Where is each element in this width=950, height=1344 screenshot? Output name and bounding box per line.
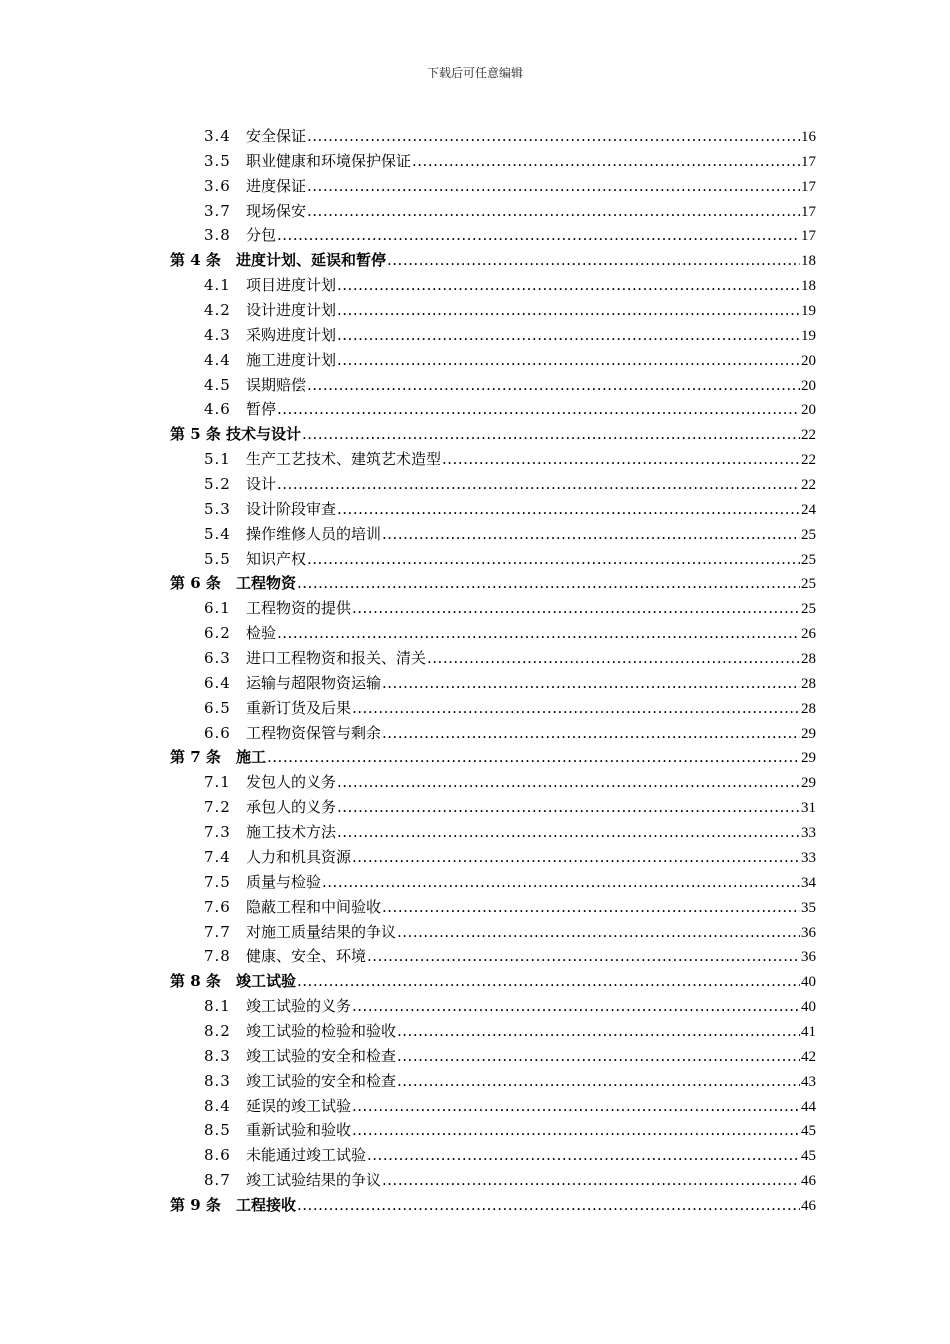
dot-leader — [382, 522, 800, 547]
toc-chapter-entry[interactable] — [170, 248, 816, 273]
toc-entry-page-number: 25 — [801, 601, 816, 618]
toc-entry-number: 7.7 — [204, 922, 231, 941]
toc-entry-page-number: 25 — [801, 576, 816, 593]
toc-entry-page-number: 44 — [801, 1098, 816, 1115]
toc-entry-number: 4.1 — [204, 276, 231, 295]
toc-entry-title: 现场保安 — [246, 201, 307, 220]
toc-entry-number: 5.1 — [204, 450, 231, 469]
toc-entry-title: 竣工试验 — [236, 972, 297, 991]
dot-leader — [352, 596, 800, 621]
toc-section-entry[interactable] — [170, 944, 816, 969]
toc-entry-page-number: 20 — [801, 402, 816, 419]
toc-section-entry[interactable] — [170, 795, 816, 820]
dot-leader — [367, 944, 800, 969]
dot-leader — [322, 870, 800, 895]
toc-section-entry[interactable] — [170, 895, 816, 920]
toc-entry-number: 4.6 — [204, 400, 231, 419]
toc-entry-title: 设计进度计划 — [246, 301, 337, 320]
dot-leader — [307, 547, 800, 572]
dot-leader — [337, 497, 800, 522]
toc-entry-title: 质量与检验 — [246, 872, 322, 891]
toc-section-entry[interactable] — [170, 522, 816, 547]
toc-entry-title: 施工 — [236, 748, 267, 767]
toc-entry-number: 第 5 条 — [170, 425, 221, 444]
toc-entry-number: 第 6 条 — [170, 574, 221, 593]
toc-entry-title: 人力和机具资源 — [246, 847, 352, 866]
toc-entry-title: 操作维修人员的培训 — [246, 524, 382, 543]
toc-entry-title: 误期赔偿 — [246, 375, 307, 394]
toc-entry-number: 5.4 — [204, 524, 231, 543]
dot-leader — [337, 795, 800, 820]
toc-section-entry[interactable] — [170, 1019, 816, 1044]
toc-entry-page-number: 26 — [801, 626, 816, 643]
toc-entry-number: 8.4 — [204, 1096, 231, 1115]
toc-entry-number: 4.2 — [204, 301, 231, 320]
toc-section-entry[interactable] — [170, 696, 816, 721]
toc-entry-page-number: 28 — [801, 651, 816, 668]
toc-entry-page-number: 22 — [801, 477, 816, 494]
toc-entry-number: 4.5 — [204, 375, 231, 394]
toc-section-entry[interactable] — [170, 547, 816, 572]
toc-entry-page-number: 40 — [801, 974, 816, 991]
toc-entry-title: 发包人的义务 — [246, 773, 337, 792]
toc-section-entry[interactable] — [170, 1069, 816, 1094]
toc-entry-title: 对施工质量结果的争议 — [246, 922, 397, 941]
toc-entry-page-number: 46 — [801, 1197, 816, 1214]
toc-entry-number: 7.8 — [204, 947, 231, 966]
toc-entry-title: 采购进度计划 — [246, 325, 337, 344]
toc-entry-number: 4.3 — [204, 325, 231, 344]
toc-entry-title: 重新试验和验收 — [246, 1121, 352, 1140]
toc-entry-page-number: 28 — [801, 675, 816, 692]
toc-entry-number: 6.3 — [204, 649, 231, 668]
toc-entry-number: 7.6 — [204, 897, 231, 916]
dot-leader — [337, 298, 800, 323]
toc-entry-page-number: 29 — [801, 775, 816, 792]
dot-leader — [382, 671, 800, 696]
toc-chapter-entry[interactable] — [170, 422, 816, 447]
dot-leader — [277, 397, 800, 422]
page-header: 下载后可任意编辑 — [426, 66, 523, 80]
toc-entry-number: 5.2 — [204, 475, 231, 494]
toc-entry-title: 职业健康和环境保护保证 — [246, 151, 412, 170]
toc-entry-title: 竣工试验的检验和验收 — [246, 1021, 397, 1040]
toc-section-entry[interactable] — [170, 721, 816, 746]
toc-entry-page-number: 18 — [801, 253, 816, 270]
dot-leader — [382, 1168, 800, 1193]
toc-section-entry[interactable] — [170, 273, 816, 298]
dot-leader — [397, 1069, 800, 1094]
toc-entry-title: 工程物资 — [236, 574, 297, 593]
toc-section-entry[interactable] — [170, 920, 816, 945]
toc-entry-title: 施工技术方法 — [246, 823, 337, 842]
toc-entry-number: 6.2 — [204, 624, 231, 643]
toc-entry-page-number: 17 — [801, 153, 816, 170]
toc-entry-title: 竣工试验的安全和检查 — [246, 1046, 397, 1065]
toc-entry-number: 第 7 条 — [170, 748, 221, 767]
table-of-contents — [170, 124, 816, 1218]
dot-leader — [307, 199, 800, 224]
dot-leader — [277, 621, 800, 646]
toc-section-entry[interactable] — [170, 1168, 816, 1193]
toc-chapter-entry[interactable] — [170, 571, 816, 596]
toc-entry-number: 6.1 — [204, 599, 231, 618]
toc-entry-number: 4.4 — [204, 350, 231, 369]
toc-entry-page-number: 19 — [801, 327, 816, 344]
dot-leader — [412, 149, 800, 174]
toc-entry-number: 3.7 — [204, 201, 231, 220]
toc-entry-number: 6.4 — [204, 673, 231, 692]
toc-entry-number: 7.4 — [204, 847, 231, 866]
toc-section-entry[interactable] — [170, 174, 816, 199]
toc-entry-title: 承包人的义务 — [246, 798, 337, 817]
dot-leader — [337, 770, 800, 795]
dot-leader — [397, 1044, 800, 1069]
toc-entry-page-number: 42 — [801, 1048, 816, 1065]
toc-entry-title: 设计 — [246, 475, 277, 494]
toc-entry-page-number: 20 — [801, 352, 816, 369]
toc-section-entry[interactable] — [170, 1143, 816, 1168]
toc-section-entry[interactable] — [170, 472, 816, 497]
toc-entry-number: 8.7 — [204, 1171, 231, 1190]
toc-entry-page-number: 35 — [801, 899, 816, 916]
toc-entry-title: 进度保证 — [246, 176, 307, 195]
dot-leader — [307, 174, 800, 199]
dot-leader — [297, 571, 800, 596]
toc-section-entry[interactable] — [170, 348, 816, 373]
toc-entry-title: 竣工试验结果的争议 — [246, 1171, 382, 1190]
toc-section-entry[interactable] — [170, 845, 816, 870]
toc-entry-page-number: 41 — [801, 1023, 816, 1040]
toc-entry-number: 8.5 — [204, 1121, 231, 1140]
toc-entry-page-number: 25 — [801, 551, 816, 568]
dot-leader — [367, 1143, 800, 1168]
toc-entry-title: 竣工试验的安全和检查 — [246, 1071, 397, 1090]
toc-entry-page-number: 19 — [801, 303, 816, 320]
dot-leader — [352, 845, 800, 870]
toc-entry-title: 工程物资的提供 — [246, 599, 352, 618]
toc-entry-page-number: 17 — [801, 203, 816, 220]
toc-entry-title: 延误的竣工试验 — [246, 1096, 352, 1115]
toc-entry-title: 知识产权 — [246, 549, 307, 568]
toc-section-entry[interactable] — [170, 820, 816, 845]
toc-entry-number: 3.4 — [204, 127, 231, 145]
toc-entry-page-number: 45 — [801, 1148, 816, 1165]
toc-section-entry[interactable] — [170, 870, 816, 895]
toc-entry-number: 第 8 条 — [170, 972, 221, 991]
toc-section-entry[interactable] — [170, 1118, 816, 1143]
dot-leader — [277, 472, 800, 497]
toc-section-entry[interactable] — [170, 149, 816, 174]
toc-entry-page-number: 33 — [801, 825, 816, 842]
toc-section-entry[interactable] — [170, 994, 816, 1019]
toc-entry-number: 5.3 — [204, 499, 231, 518]
dot-leader — [337, 273, 800, 298]
dot-leader — [277, 223, 800, 248]
toc-entry-number: 8.3 — [204, 1071, 231, 1090]
toc-entry-title: 进度计划、延误和暂停 — [236, 251, 387, 270]
toc-entry-page-number: 36 — [801, 924, 816, 941]
toc-entry-page-number: 22 — [801, 452, 816, 469]
toc-entry-page-number: 29 — [801, 725, 816, 742]
toc-chapter-entry[interactable] — [170, 745, 816, 770]
toc-entry-title: 竣工试验的义务 — [246, 997, 352, 1016]
toc-entry-page-number: 31 — [801, 800, 816, 817]
toc-entry-page-number: 16 — [801, 129, 816, 145]
toc-entry-title: 运输与超限物资运输 — [246, 673, 382, 692]
toc-entry-number: 7.1 — [204, 773, 231, 792]
toc-section-entry[interactable] — [170, 298, 816, 323]
dot-leader — [307, 124, 800, 149]
toc-entry-number: 3.6 — [204, 176, 231, 195]
dot-leader — [297, 1193, 800, 1218]
toc-entry-number: 8.1 — [204, 997, 231, 1016]
toc-section-entry[interactable] — [170, 223, 816, 248]
toc-entry-page-number: 45 — [801, 1123, 816, 1140]
toc-entry-page-number: 17 — [801, 178, 816, 195]
toc-section-entry[interactable] — [170, 373, 816, 398]
toc-entry-title: 安全保证 — [246, 127, 307, 145]
toc-entry-title: 暂停 — [246, 400, 277, 419]
toc-entry-title: 工程物资保管与剩余 — [246, 723, 382, 742]
dot-leader — [382, 895, 800, 920]
dot-leader — [297, 969, 800, 994]
toc-entry-page-number: 25 — [801, 526, 816, 543]
toc-entry-title: 施工进度计划 — [246, 350, 337, 369]
toc-section-entry[interactable] — [170, 1094, 816, 1119]
toc-entry-number: 6.5 — [204, 698, 231, 717]
dot-leader — [427, 646, 800, 671]
toc-section-entry[interactable] — [170, 447, 816, 472]
toc-entry-page-number: 22 — [801, 427, 816, 444]
dot-leader — [337, 348, 800, 373]
dot-leader — [307, 373, 800, 398]
toc-entry-page-number: 36 — [801, 949, 816, 966]
dot-leader — [352, 1094, 800, 1119]
toc-entry-page-number: 34 — [801, 874, 816, 891]
dot-leader — [387, 248, 800, 273]
toc-entry-page-number: 29 — [801, 750, 816, 767]
toc-entry-title: 生产工艺技术、建筑艺术造型 — [246, 450, 442, 469]
toc-section-entry[interactable] — [170, 671, 816, 696]
toc-entry-title: 工程接收 — [236, 1195, 297, 1214]
toc-entry-title: 重新订货及后果 — [246, 698, 352, 717]
toc-entry-number: 第 9 条 — [170, 1195, 221, 1214]
dot-leader — [337, 323, 800, 348]
toc-entry-page-number: 43 — [801, 1073, 816, 1090]
toc-entry-title: 未能通过竣工试验 — [246, 1146, 367, 1165]
toc-section-entry[interactable] — [170, 397, 816, 422]
toc-section-entry[interactable] — [170, 124, 816, 149]
toc-entry-title: 隐蔽工程和中间验收 — [246, 897, 382, 916]
toc-entry-number: 3.5 — [204, 151, 231, 170]
dot-leader — [442, 447, 800, 472]
dot-leader — [352, 1118, 800, 1143]
toc-entry-page-number: 40 — [801, 999, 816, 1016]
toc-chapter-entry[interactable] — [170, 1193, 816, 1218]
toc-entry-title: 健康、安全、环境 — [246, 947, 367, 966]
dot-leader — [397, 920, 800, 945]
toc-entry-title: 设计阶段审查 — [246, 499, 337, 518]
toc-section-entry[interactable] — [170, 199, 816, 224]
toc-entry-number: 5.5 — [204, 549, 231, 568]
toc-entry-number: 第 4 条 — [170, 251, 221, 270]
dot-leader — [397, 1019, 800, 1044]
dot-leader — [337, 820, 800, 845]
dot-leader — [352, 994, 800, 1019]
toc-entry-page-number: 24 — [801, 501, 816, 518]
dot-leader — [382, 721, 800, 746]
toc-entry-number: 8.6 — [204, 1146, 231, 1165]
toc-entry-title: 技术与设计 — [226, 425, 302, 444]
toc-entry-title: 进口工程物资和报关、清关 — [246, 649, 427, 668]
dot-leader — [302, 422, 800, 447]
toc-section-entry[interactable] — [170, 497, 816, 522]
toc-section-entry[interactable] — [170, 770, 816, 795]
toc-entry-title: 检验 — [246, 624, 277, 643]
toc-entry-page-number: 33 — [801, 849, 816, 866]
toc-section-entry[interactable] — [170, 1044, 816, 1069]
toc-entry-number: 6.6 — [204, 723, 231, 742]
toc-entry-number: 7.2 — [204, 798, 231, 817]
toc-section-entry[interactable] — [170, 323, 816, 348]
toc-entry-page-number: 17 — [801, 228, 816, 245]
toc-entry-number: 7.5 — [204, 872, 231, 891]
toc-section-entry[interactable] — [170, 621, 816, 646]
toc-entry-title: 分包 — [246, 226, 277, 245]
toc-entry-number: 7.3 — [204, 823, 231, 842]
toc-section-entry[interactable] — [170, 596, 816, 621]
toc-entry-page-number: 20 — [801, 377, 816, 394]
toc-entry-number: 8.3 — [204, 1046, 231, 1065]
toc-entry-page-number: 46 — [801, 1173, 816, 1190]
toc-entry-number: 3.8 — [204, 226, 231, 245]
toc-chapter-entry[interactable] — [170, 969, 816, 994]
toc-entry-page-number: 28 — [801, 700, 816, 717]
toc-entry-number: 8.2 — [204, 1021, 231, 1040]
dot-leader — [352, 696, 800, 721]
toc-section-entry[interactable] — [170, 646, 816, 671]
toc-entry-title: 项目进度计划 — [246, 276, 337, 295]
dot-leader — [267, 745, 800, 770]
toc-entry-page-number: 18 — [801, 278, 816, 295]
